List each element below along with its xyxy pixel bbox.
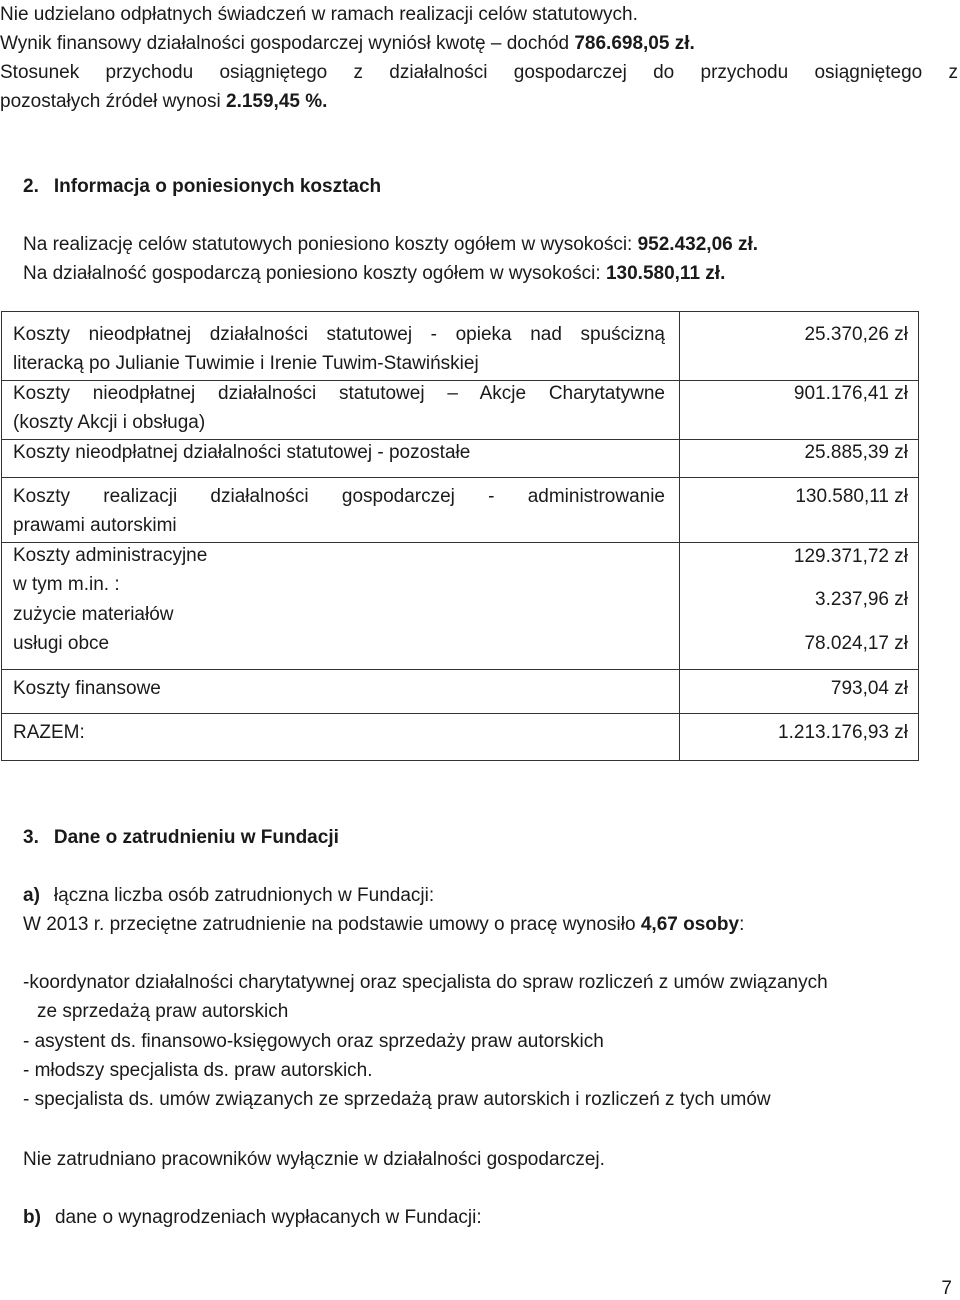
row7-amount: 1.213.176,93 zł: [778, 722, 908, 743]
employment-text: W 2013 r. przeciętne zatrudnienie na podstawie umowy o pracę wynosiło: [23, 914, 641, 935]
row6-amount: 793,04 zł: [830, 678, 908, 699]
page-number: 7: [941, 1278, 952, 1299]
statutory-costs-text: Na realizację celów statutowych poniesiono koszty ogółem w wysokości:: [23, 234, 638, 255]
staff-list-item: - specjalista ds. umów związanych ze sprzedażą praw autorskich i rozliczeń z tych umów: [23, 1089, 771, 1110]
row4-label-line1: Koszty realizacji działalności gospodarczej - administrowanie: [13, 486, 665, 507]
financial-result-amount: 786.698,05 zł.: [574, 33, 695, 54]
section-2-title: Informacja o poniesionych kosztach: [53, 176, 382, 197]
intro-line-3: Stosunek przychodu osiągniętego z działalności gospodarczej do przychodu osiągniętego z: [0, 62, 958, 83]
section-3b-marker: b): [23, 1207, 41, 1228]
section-2-heading: [23, 176, 381, 198]
ratio-text: pozostałych źródeł wynosi: [0, 91, 226, 112]
staff-list-item: - młodszy specjalista ds. praw autorskich.: [23, 1060, 373, 1081]
row-divider: [2, 380, 918, 381]
section-3-number: 3.: [23, 827, 39, 848]
section-3-title: Dane o zatrudnieniu w Fundacji: [53, 827, 339, 848]
employment-line: [23, 914, 744, 936]
intro-line-1: Nie udzielano odpłatnych świadczeń w ramach realizacji celów statutowych.: [0, 4, 638, 25]
row3-label: Koszty nieodpłatnej działalności statutowej - pozostałe: [13, 442, 471, 463]
row4-amount: 130.580,11 zł: [795, 486, 908, 507]
statutory-costs-line: [23, 234, 758, 256]
section-2-number: 2.: [23, 176, 39, 197]
row-divider: [2, 542, 918, 543]
section-3a-marker: a): [23, 885, 40, 906]
business-costs-text: Na działalność gospodarczą poniesiono koszty ogółem w wysokości:: [23, 263, 606, 284]
section-3b: [23, 1207, 482, 1229]
intro-line-4: [0, 91, 327, 113]
section-3-heading: [23, 827, 339, 849]
row1-label-line1: Koszty nieodpłatnej działalności statutowej - opieka nad spuścizną: [13, 324, 665, 345]
row4-label-line2: prawami autorskimi: [13, 515, 177, 536]
row-divider: [2, 477, 918, 478]
row-divider: [2, 439, 918, 440]
staff-list-item: -koordynator działalności charytatywnej oraz specjalista do spraw rozliczeń z umów związanych: [23, 972, 828, 993]
row2-amount: 901.176,41 zł: [793, 383, 908, 404]
row5-label-line3: zużycie materiałów: [13, 604, 174, 625]
row2-label-line1: Koszty nieodpłatnej działalności statutowej – Akcje Charytatywne: [13, 383, 665, 404]
row5-amount-services: 78.024,17 zł: [804, 633, 908, 654]
ratio-value: 2.159,45 %.: [226, 91, 328, 112]
row1-amount: 25.370,26 zł: [804, 324, 908, 345]
staff-list-item: - asystent ds. finansowo-księgowych oraz sprzedaży praw autorskich: [23, 1031, 604, 1052]
employment-suffix: :: [739, 914, 745, 935]
row1-label-line2: literacką po Julianie Tuwimie i Irenie Tuwim-Stawińskiej: [13, 353, 479, 374]
row-divider: [2, 713, 918, 714]
intro-line-2: [0, 33, 695, 55]
row5-label-line4: usługi obce: [13, 633, 110, 654]
staff-list-item: ze sprzedażą praw autorskich: [37, 1001, 289, 1022]
row5-amount-total: 129.371,72 zł: [793, 546, 908, 567]
section-3b-text: dane o wynagrodzeniach wypłacanych w Fundacji:: [54, 1207, 482, 1228]
cost-table: [1, 311, 919, 761]
section-3a: [23, 885, 434, 907]
section-3a-text: łączna liczba osób zatrudnionych w Fundacji:: [53, 885, 435, 906]
business-costs-line: [23, 263, 725, 285]
employment-value: 4,67 osoby: [640, 914, 740, 935]
row6-label: Koszty finansowe: [13, 678, 161, 699]
no-business-staff-note: Nie zatrudniano pracowników wyłącznie w działalności gospodarczej.: [23, 1149, 605, 1170]
financial-result-text: Wynik finansowy działalności gospodarczej wyniósł kwotę – dochód: [0, 33, 575, 54]
row-divider: [2, 669, 918, 670]
statutory-costs-amount: 952.432,06 zł.: [637, 234, 759, 255]
row5-amount-materials: 3.237,96 zł: [815, 589, 908, 610]
row2-label-line2: (koszty Akcji i obsługa): [13, 412, 206, 433]
row3-amount: 25.885,39 zł: [804, 442, 908, 463]
business-costs-amount: 130.580,11 zł.: [605, 263, 726, 284]
row5-label-line2: w tym m.in. :: [13, 574, 120, 595]
row7-label: RAZEM:: [13, 722, 85, 743]
row5-label-line1: Koszty administracyjne: [13, 545, 208, 566]
